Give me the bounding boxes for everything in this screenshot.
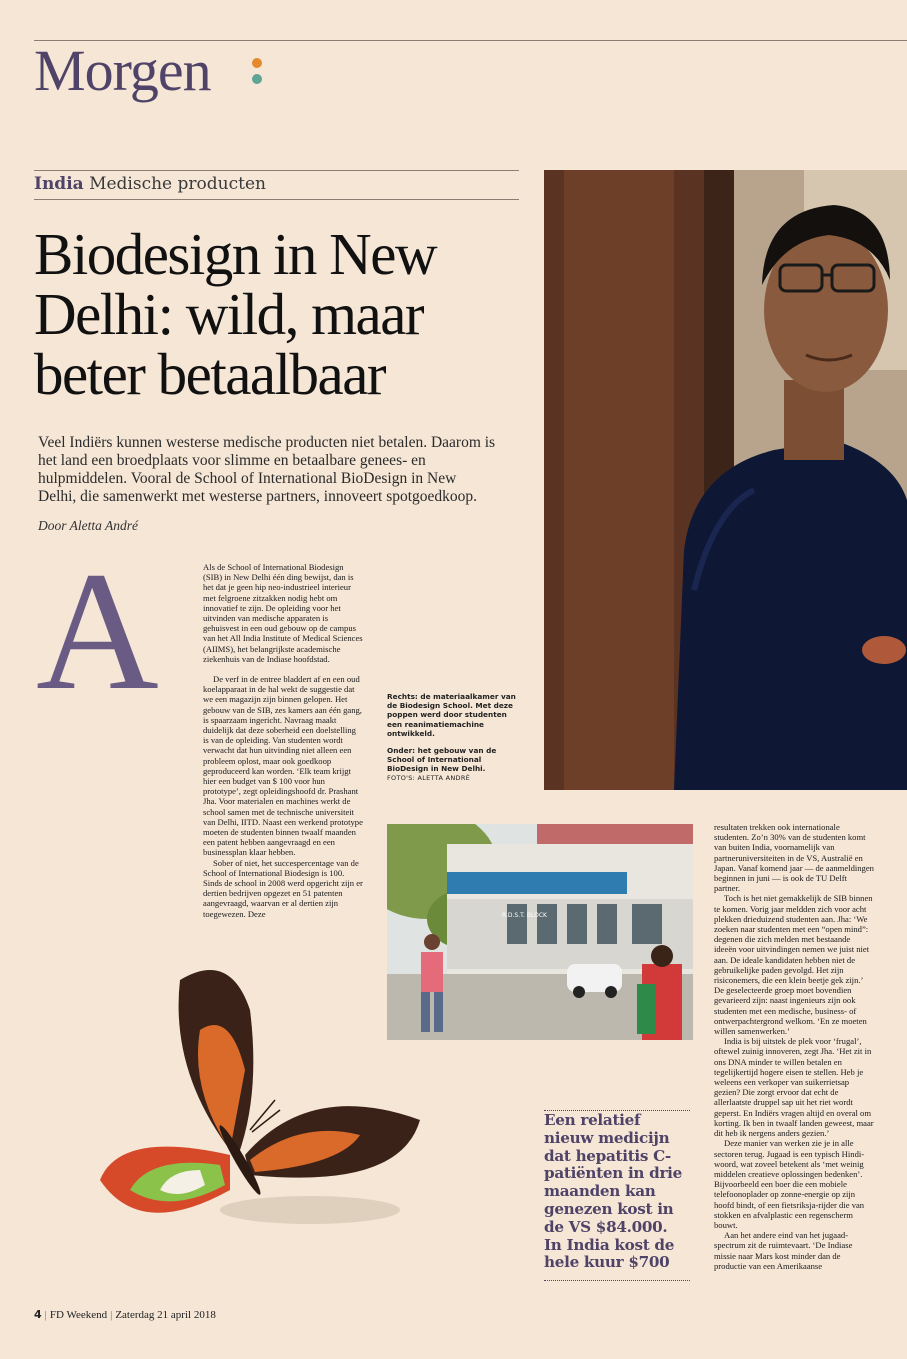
- byline: Door Aletta André: [38, 518, 138, 533]
- kicker-bottom-rule: [34, 199, 519, 200]
- kicker-section: India: [34, 174, 84, 194]
- masthead-dots-icon: [252, 58, 262, 90]
- masthead-title: Morgen: [34, 38, 211, 103]
- body-paragraph: Als de School of International Biodesign (SIB) in New Delhi één ding bewijst, dan is het dat je geen hip neo-industrieel interieur met felgroene zitzakken nodig hebt om innovatief te zijn. De opleiding voor het uitvinden van medische apparaten is gehuisvest in een oud gebouw op de campus van het All India Institute of Medical Sciences (AIIMS), het belangrijkste academische ziekenhuis van de Indiase hoofdstad.: [203, 562, 363, 664]
- kicker-top-rule: [34, 170, 519, 171]
- pull-quote-bottom-rule: [544, 1280, 690, 1281]
- page-number: 4: [34, 1308, 42, 1321]
- body-column-left: [203, 674, 363, 919]
- article-lede: Veel Indiërs kunnen westerse medische producten niet betalen. Daarom is het land een broedplaats voor slimme en betaalbare genees- en hulpmiddelen. Vooral de School of International BioDesign in New Delhi, die samenwerkt met westerse partners, innoveert spotgoedkoop.: [38, 434, 496, 505]
- drop-cap: A: [36, 537, 159, 725]
- section-kicker: [34, 174, 266, 194]
- publication-name: FD Weekend: [49, 1309, 108, 1321]
- body-paragraph: Aan het andere eind van het jugaad-spectrum zit de ruimtevaart. ‘De Indiase missie naar Mars kost minder dan de productie van een Amerikaanse: [714, 1230, 853, 1271]
- body-paragraph: Sober of niet, het succespercentage van de School of International Biodesign is 100. Sinds de school in 2008 werd opgericht zijn er dertien bedrijven opgezet en 51 patenten aangevraagd, waarvan er al dertien zijn toegewezen. Deze: [203, 857, 363, 919]
- butterfly-illustration: [80, 950, 440, 1280]
- pull-quote: Een relatief nieuw medicijn dat hepatitis C-patiënten in drie maanden kan genezen kost in de VS $84.000. In India kost de hele kuur $700: [544, 1111, 683, 1272]
- body-column-right: [714, 822, 874, 1271]
- caption-right: Rechts: de materiaalkamer van de Biodesign School. Met deze poppen werd door studenten een reanimatiemachine ontwikkeld.: [387, 692, 516, 738]
- body-paragraph: resultaten trekken ook internationale studenten. Zo’n 30% van de studenten komt van buiten India, voornamelijk van partneruniversiteiten in de VS, Australië en Japan. Vanaf komend jaar — de aanmeldingen beginnen in juni — is ook de TU Delft partner.: [714, 822, 874, 894]
- photo-caption: [387, 692, 522, 783]
- building-sign: R.D.S.T. BLOCK: [502, 912, 547, 919]
- body-paragraph: Toch is het niet gemakkelijk de SIB binnen te komen. Vorig jaar meldden zich voor acht plekken drieduizend studenten aan. Jha: ‘We zoeken naar studenten met een “open mind”: degenen die zich melden met bestaande ideeën voor uitvindingen nemen we juist niet aan. De ideale kandidaten hebben niet de gebruikelijke paden gevolgd. Het zijn risiconemers, die een klein beetje gek zijn.’ De geselecteerde groep moet bovendien gevarieerd zijn: naast ingenieurs zijn ook studenten met een medische, business- of ontwerpachtergrond welkom. ‘En ze moeten willen samenwerken.’: [714, 893, 873, 1037]
- body-column-left-top: [203, 562, 363, 664]
- issue-date: Zaterdag 21 april 2018: [115, 1309, 216, 1321]
- orange-dot-icon: [252, 58, 262, 68]
- body-paragraph: Deze manier van werken zie je in alle sectoren terug. Jugaad is een typisch Hindi-woord, wat zoveel betekent als ‘met weinig middelen creatieve oplossingen bedenken’. Bijvoorbeeld een boer die een mobiele telefoonoplader op zonne-energie op zijn hoofd bindt, of een fietsriksja-rijder die van stokken en afvalplastic een regenscherm bouwt.: [714, 1138, 865, 1230]
- page-footer: 4 | FD Weekend | Zaterdag 21 april 2018: [34, 1308, 216, 1321]
- photo-main-man: [544, 170, 907, 790]
- photo-credit: FOTO'S: ALETTA ANDRÉ: [387, 773, 471, 782]
- article-headline: Biodesign in New Delhi: wild, maar beter betaalbaar: [34, 221, 437, 407]
- body-paragraph: India is bij uitstek de plek voor ‘frugal’, oftewel zuinig innoveren, zegt Jha. ‘Het zit in ons DNA minder te willen betalen en tegelijkertijd hogere eisen te stellen. Heb je weleens een verkoper van suikerrietsap gezien? Die zorgt ervoor dat echt de allerlaatste druppel sap uit het riet wordt geperst. En Indiërs vragen altijd en overal om korting. Ik ben in twaalf landen geweest, maar dit heb ik nergens anders gezien.’: [714, 1036, 874, 1139]
- teal-dot-icon: [252, 74, 262, 84]
- caption-below: Onder: het gebouw van de School of International BioDesign in New Delhi.: [387, 746, 497, 774]
- body-paragraph: De verf in de entree bladdert af en een oud koelapparaat in de hal wekt de suggestie dat we een magazijn zijn binnen gelopen. Het gebouw van de SIB, zes kamers aan één gang, is spaarzaam ingericht. Navraag maakt duidelijk dat deze soberheid een doelstelling is van de opleiding. Van studenten wordt verwacht dat hun uitvinding niet alleen een probleem oplost, maar ook goedkoop geproduceerd kan worden. ‘Elk team krijgt hier een budget van $ 100 voor hun prototype’, zegt opleidingshoofd dr. Prashant Jha. Voor materialen en machines werkt de school samen met de technische universiteit van Delhi, IITD. Naast een werkend prototype moeten de studenten binnen twaalf maanden een patent hebben aangevraagd en een businessplan klaar hebben.: [203, 674, 363, 858]
- kicker-topic: Medische producten: [89, 174, 266, 194]
